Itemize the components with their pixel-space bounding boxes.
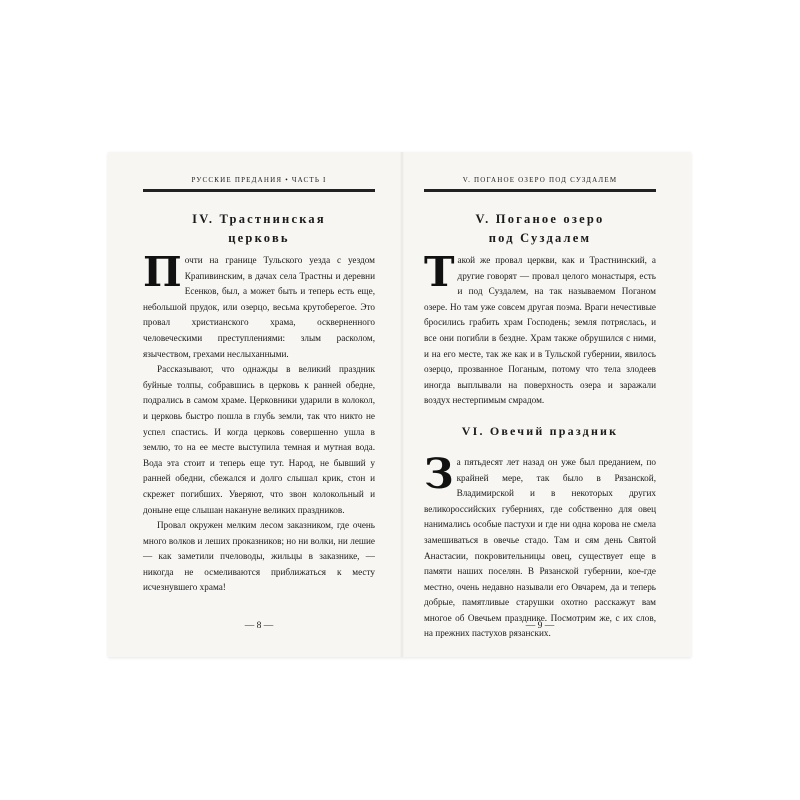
left-page bbox=[143, 152, 375, 657]
left-chapter-title-line2: церковь bbox=[228, 231, 290, 245]
right-dropcap-2: З bbox=[424, 449, 454, 498]
left-chapter-title bbox=[143, 210, 375, 248]
left-header-rule bbox=[143, 189, 375, 192]
right-page bbox=[424, 152, 656, 657]
book-gutter bbox=[400, 152, 404, 657]
right-body-text bbox=[424, 248, 656, 642]
left-paragraph-3: Провал окружен мелким лесом заказником, где очень много волков и леших проказников; но ни волки, ни лешие — как заметили пчеловоды, жильцы в заказнике, — никогда не осмеливаются приближаться к месту исчезнувшего храма! bbox=[143, 520, 375, 593]
left-paragraph-1 bbox=[143, 248, 375, 362]
right-paragraph-2 bbox=[424, 449, 656, 642]
right-header-rule bbox=[424, 189, 656, 192]
right-dropcap-1: Т bbox=[424, 248, 455, 296]
book-spread bbox=[108, 152, 691, 657]
left-paragraph-2: Рассказывают, что однажды в великий праздник буйные толпы, собравшись в церковь к ранней обедне, подрались в самом храме. Церковники ударили в колокол, и церковь быстро пошла в глубь земли, так что никто не успел спастись. И когда церковь совершенно ушла в землю, то на ее месте выступила темная и мутная вода. Вода эта стоит и теперь еще тут. Народ, не бывший у ранней обедни, сбежался и долго слышал крик, стон и скрежет погибших. Уверяют, что звон колокольный и доныне еще слышан накануне великих праздников. bbox=[143, 364, 375, 515]
right-chapter-title-line1: V. Поганое озеро bbox=[475, 212, 605, 226]
right-section-title: VI. Овечий праздник bbox=[461, 423, 619, 438]
right-chapter-title bbox=[424, 210, 656, 248]
left-dropcap: П bbox=[143, 248, 182, 296]
right-paragraph-2-text: а пятьдесят лет назад он уже был преданием, по крайней мере, так было в Рязанской, Владимирской и в некоторых других великороссийских губерниях, где собственно для овец нанимались особые пастухи и где ни одна корова не смела замешиваться в овечье стадо. Там и сям день Святой Анастасии, покровительницы овец, существует еще в памяти наших поселян. В Рязанской губернии, кое-где местно, очень недавно называли его Овчарем, да и теперь добрые, памятливые старушки охотно расскажут вам многое об Овечьем празднике. Посмотрим же, с их слов, на прежних пастухов рязанских. bbox=[424, 456, 656, 639]
left-chapter-title-line1: IV. Трастнинская bbox=[192, 212, 326, 226]
left-body-text bbox=[143, 248, 375, 596]
left-paragraph-1-text: очти на границе Тульского уезда с уездом Крапивинским, в дачах села Трастны и деревни Есенков, был, а может быть и теперь есть еще, небольшой прудок, или озерцо, весьма крутоберегое. Это провал христианского храма, оскверненного человеческими преступлениями: злым расколом, язычеством, грехами неслыханными. bbox=[143, 255, 375, 359]
left-page-number: — 8 — bbox=[244, 621, 274, 631]
right-chapter-title-line2: под Суздалем bbox=[488, 231, 592, 245]
right-paragraph-1 bbox=[424, 248, 656, 409]
right-paragraph-1-text: акой же провал церкви, как и Трастнинский, а другие говорят — провал целого монастыря, есть и под Суздалем, на так называемом Поганом озере. Но там уже совсем другая поэма. Враги нечестивые бросились грабить храм Господень; земля потряслась, и все они погибли в бездне. Храм также обрушился с ними, и на его месте, так же как и в Тульской губернии, явилось озерцо, прозванное Поганым, потому что тела злодеев иногда выплывали на поверхность озера и заражали воздух нестерпимым смрадом. bbox=[424, 255, 656, 406]
right-page-number: — 9 — bbox=[525, 621, 555, 631]
left-running-head: РУССКИЕ ПРЕДАНИЯ • ЧАСТЬ I bbox=[191, 176, 327, 184]
right-running-head: V. ПОГАНОЕ ОЗЕРО ПОД СУЗДАЛЕМ bbox=[462, 176, 618, 184]
